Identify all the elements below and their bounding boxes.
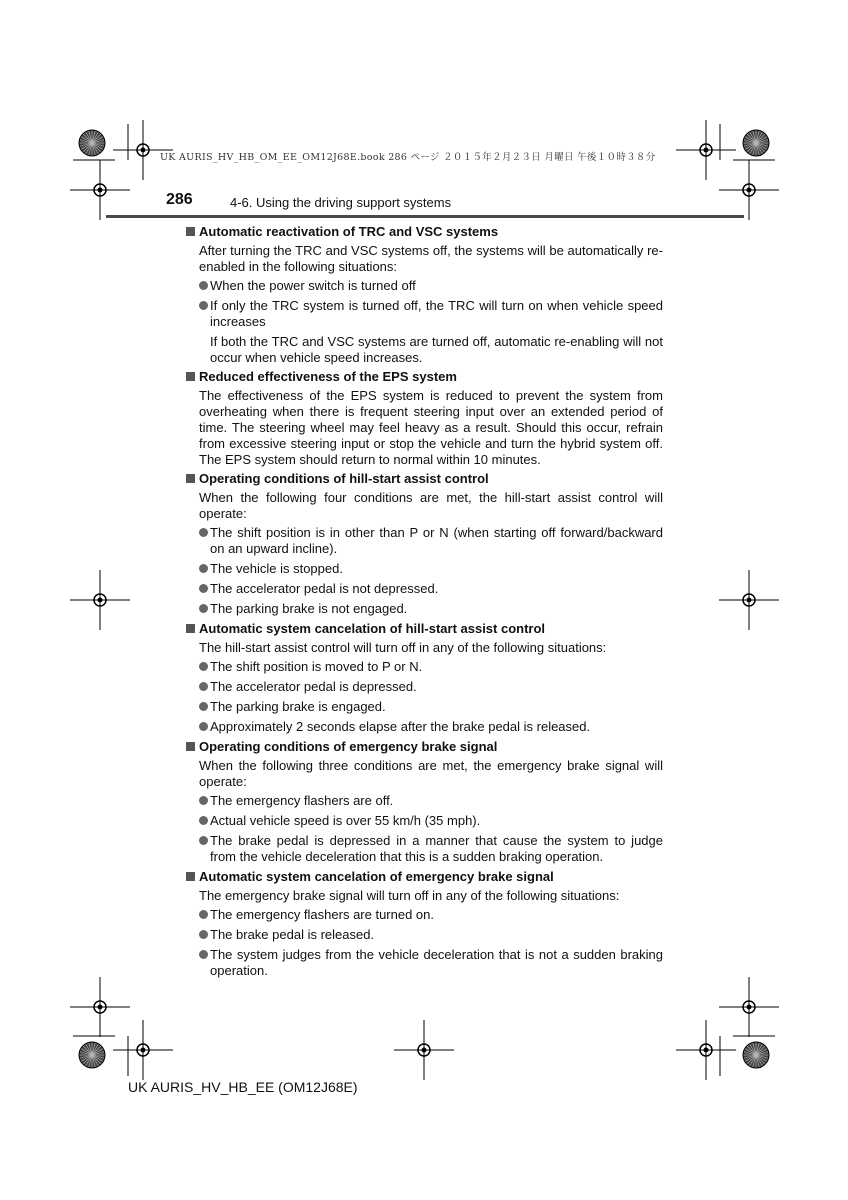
list-item-text: The accelerator pedal is depressed.	[210, 679, 417, 694]
header-rule	[106, 215, 744, 218]
section-paragraph: After turning the TRC and VSC systems off, the systems will be automatically re-enabled in the following situations:	[199, 243, 663, 274]
square-bullet-icon	[186, 227, 195, 236]
list-item-text: If only the TRC system is turned off, the TRC will turn on when vehicle speed increases	[210, 298, 663, 329]
section-heading	[185, 739, 663, 755]
list-item-text: The vehicle is stopped.	[210, 561, 343, 576]
crosshair-dot	[704, 148, 709, 153]
round-bullet-icon	[199, 836, 208, 845]
list-item	[199, 947, 663, 979]
list-item-text: The emergency flashers are turned on.	[210, 907, 435, 922]
section-heading	[185, 471, 663, 487]
list-item-text: The system judges from the vehicle deceleration that is not a sudden braking operation.	[210, 947, 663, 978]
list-item	[199, 601, 663, 617]
round-bullet-icon	[199, 281, 208, 290]
round-bullet-icon	[199, 910, 208, 919]
list-item	[199, 907, 663, 923]
list-item	[199, 659, 663, 675]
crosshair-dot	[98, 188, 103, 193]
list-item-text: The parking brake is not engaged.	[210, 601, 408, 616]
square-bullet-icon	[186, 474, 195, 483]
round-bullet-icon	[199, 528, 208, 537]
section-heading-text: Automatic system cancelation of hill-start assist control	[199, 621, 546, 636]
page-number: 286	[166, 191, 193, 208]
round-bullet-icon	[199, 301, 208, 310]
section-paragraph: When the following four conditions are met, the hill-start assist control will operate:	[199, 490, 663, 521]
list-item-text: When the power switch is turned off	[210, 278, 416, 293]
section	[185, 869, 663, 979]
section-paragraph: The effectiveness of the EPS system is reduced to prevent the system from overheating when there is frequent steering input over an extended period of time. The steering wheel may feel heavy as a result. Should this occur, refrain from excessive steering input or stop the vehicle and turn the hybrid system off. The EPS system should return to normal within 10 minutes.	[199, 388, 663, 467]
list-item-text: The shift position is moved to P or N.	[210, 659, 423, 674]
crosshair-dot	[747, 1005, 752, 1010]
list-item	[199, 561, 663, 577]
list-item-text: The shift position is in other than P or N (when starting off forward/backward on an upward incline).	[210, 525, 663, 556]
list-item	[199, 679, 663, 695]
section-paragraph: When the following three conditions are met, the emergency brake signal will operate:	[199, 758, 663, 789]
section-title: 4-6. Using the driving support systems	[230, 195, 452, 210]
list-item	[199, 833, 663, 865]
list-item-text: The brake pedal is depressed in a manner that cause the system to judge from the vehicle deceleration that this is a sudden braking operation.	[210, 833, 663, 864]
list-item-text: Approximately 2 seconds elapse after the brake pedal is released.	[210, 719, 591, 734]
list-item	[199, 699, 663, 715]
list-item-text: The accelerator pedal is not depressed.	[210, 581, 439, 596]
round-bullet-icon	[199, 662, 208, 671]
section-heading	[185, 621, 663, 637]
round-bullet-icon	[199, 702, 208, 711]
section	[185, 621, 663, 735]
crosshair-dot	[747, 188, 752, 193]
crosshair-dot	[98, 598, 103, 603]
round-bullet-icon	[199, 604, 208, 613]
square-bullet-icon	[186, 372, 195, 381]
round-bullet-icon	[199, 950, 208, 959]
crosshair-dot	[141, 148, 146, 153]
footer-code: UK AURIS_HV_HB_EE (OM12J68E)	[128, 1079, 358, 1095]
sub-paragraph: If both the TRC and VSC systems are turned off, automatic re-enabling will not occur when vehicle speed increases.	[210, 334, 663, 365]
section-paragraph: The hill-start assist control will turn off in any of the following situations:	[199, 640, 607, 655]
section-heading-text: Automatic reactivation of TRC and VSC systems	[199, 224, 499, 239]
section	[185, 739, 663, 865]
list-item-text: The emergency flashers are off.	[210, 793, 394, 808]
list-item	[199, 298, 663, 330]
section-heading	[185, 224, 663, 240]
section-heading	[185, 869, 663, 885]
list-item-text: Actual vehicle speed is over 55 km/h (35 mph).	[210, 813, 481, 828]
list-item	[199, 793, 663, 809]
list-item-text: The parking brake is engaged.	[210, 699, 386, 714]
round-bullet-icon	[199, 816, 208, 825]
list-item	[199, 525, 663, 557]
crosshair-dot	[141, 1048, 146, 1053]
section-heading-text: Reduced effectiveness of the EPS system	[199, 369, 457, 384]
list-item	[199, 813, 663, 829]
round-bullet-icon	[199, 930, 208, 939]
section-heading	[185, 369, 663, 385]
list-item	[199, 581, 663, 597]
round-bullet-icon	[199, 682, 208, 691]
square-bullet-icon	[186, 872, 195, 881]
round-bullet-icon	[199, 796, 208, 805]
round-bullet-icon	[199, 722, 208, 731]
list-item	[199, 927, 663, 943]
section-heading-text: Automatic system cancelation of emergency brake signal	[199, 869, 554, 884]
round-bullet-icon	[199, 584, 208, 593]
crosshair-dot	[98, 1005, 103, 1010]
section	[185, 471, 663, 617]
section	[185, 369, 663, 468]
crosshair-dot	[422, 1048, 427, 1053]
crosshair-dot	[747, 598, 752, 603]
list-item	[199, 278, 663, 294]
section	[185, 224, 663, 366]
round-bullet-icon	[199, 564, 208, 573]
square-bullet-icon	[186, 624, 195, 633]
section-paragraph: The emergency brake signal will turn off in any of the following situations:	[199, 888, 620, 903]
document-body	[185, 224, 663, 983]
list-item	[199, 719, 663, 735]
print-header: UK AURIS_HV_HB_OM_EE_OM12J68E.book 286 ページ ２０１５年２月２３日 月曜日 午後１０時３８分	[160, 152, 656, 163]
list-item-text: The brake pedal is released.	[210, 927, 375, 942]
section-heading-text: Operating conditions of hill-start assist control	[199, 471, 489, 486]
section-heading-text: Operating conditions of emergency brake signal	[199, 739, 498, 754]
square-bullet-icon	[186, 742, 195, 751]
crosshair-dot	[704, 1048, 709, 1053]
